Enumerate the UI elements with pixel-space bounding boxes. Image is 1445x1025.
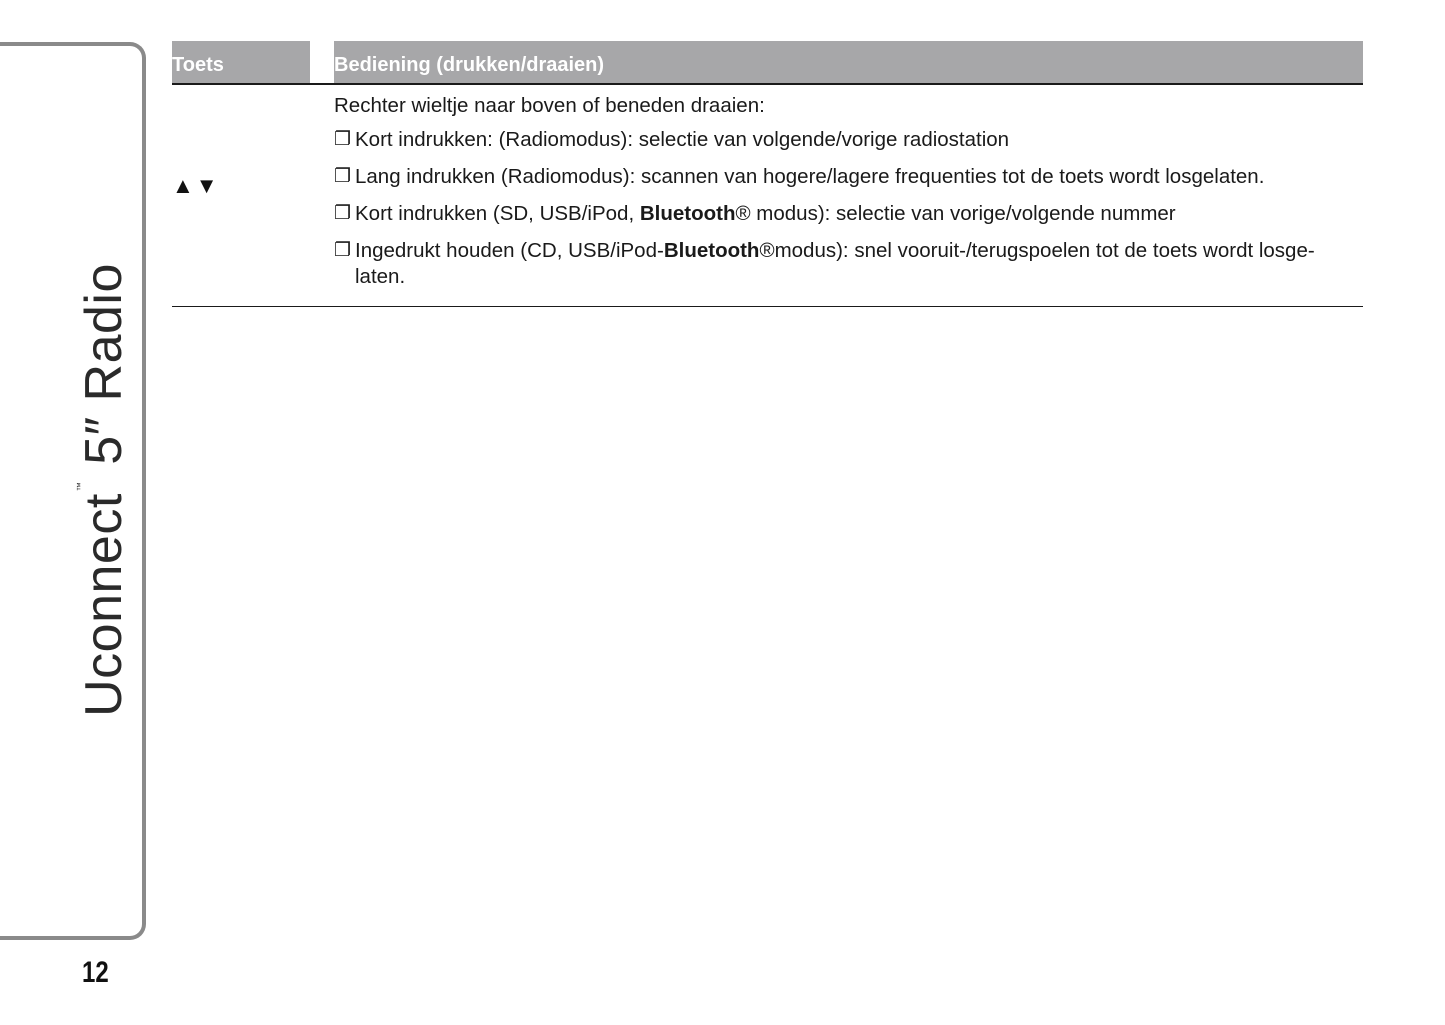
list-item xyxy=(334,127,1363,153)
bluetooth-brand: Bluetooth xyxy=(639,202,736,225)
text-after: ® modus): selectie van vorige/volgende nummer xyxy=(735,202,1176,225)
up-down-arrows-icon: ▲▼ xyxy=(172,173,220,198)
action-cell xyxy=(334,85,1363,290)
checkbox-bullet-icon: ❐ xyxy=(334,203,352,224)
trademark-mark: ™ xyxy=(75,481,85,492)
page-number: 12 xyxy=(82,956,109,989)
header-key: Toets xyxy=(172,41,310,83)
list-item-text: Lang indrukken (Radiomodus): scannen van hogere/lagere frequenties tot de toets wordt losgelaten. xyxy=(355,165,1265,188)
checkbox-bullet-icon: ❐ xyxy=(334,240,352,261)
table-header xyxy=(172,41,1363,85)
list-item-text xyxy=(355,201,1363,227)
checkbox-bullet-icon: ❐ xyxy=(334,166,352,187)
key-cell xyxy=(172,85,334,290)
checkbox-bullet-icon: ❐ xyxy=(334,129,352,150)
controls-table xyxy=(172,41,1363,307)
header-gap xyxy=(310,41,334,83)
table-row xyxy=(172,85,1363,307)
text-before: Kort indrukken (SD, USB/iPod, xyxy=(355,202,640,225)
chapter-title-rest: 5″ Radio xyxy=(75,263,133,480)
list-item xyxy=(334,238,1363,290)
list-item xyxy=(334,164,1363,190)
list-item-text xyxy=(355,238,1363,290)
action-intro: Rechter wieltje naar boven of beneden draaien: xyxy=(334,94,765,117)
bluetooth-brand: Bluetooth xyxy=(663,239,760,262)
chapter-title xyxy=(74,263,134,717)
text-after: ®modus): snel vooruit-/terugspoelen tot de toets wordt losge-laten. xyxy=(355,239,1315,288)
chapter-title-main: Uconnect xyxy=(75,493,133,717)
text-before: Ingedrukt houden (CD, USB/iPod- xyxy=(355,239,664,262)
list-item xyxy=(334,201,1363,227)
header-action: Bediening (drukken/draaien) xyxy=(334,41,1363,83)
list-item-text: Kort indrukken: (Radiomodus): selectie van volgende/vorige radiostation xyxy=(355,128,1010,151)
